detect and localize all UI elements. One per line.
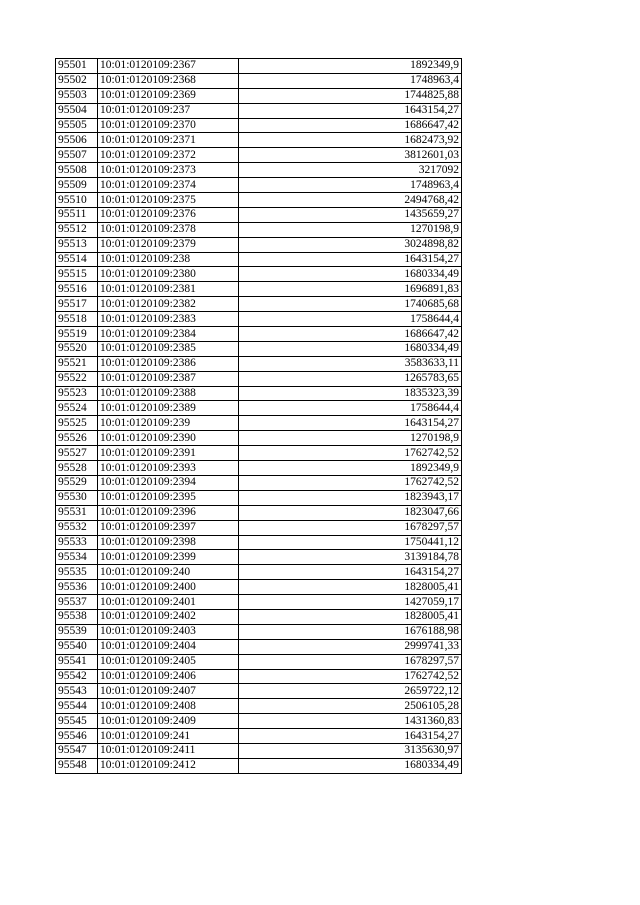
row-id-cell: 95540 — [56, 639, 98, 654]
cadastral-value-cell: 1643154,27 — [239, 416, 462, 431]
cadastral-number-cell: 10:01:0120109:2390 — [98, 431, 239, 446]
table-row — [56, 327, 462, 342]
cadastral-number-cell: 10:01:0120109:2406 — [98, 669, 239, 684]
table-row — [56, 475, 462, 490]
table-row — [56, 178, 462, 193]
cadastral-number-cell: 10:01:0120109:2374 — [98, 178, 239, 193]
row-id-cell: 95508 — [56, 163, 98, 178]
row-id-cell: 95521 — [56, 356, 98, 371]
table-row — [56, 654, 462, 669]
cadastral-value-cell: 1686647,42 — [239, 327, 462, 342]
table-row — [56, 401, 462, 416]
row-id-cell: 95523 — [56, 386, 98, 401]
row-id-cell: 95529 — [56, 475, 98, 490]
table-row — [56, 699, 462, 714]
table-row — [56, 312, 462, 327]
cadastral-number-cell: 10:01:0120109:2375 — [98, 193, 239, 208]
row-id-cell: 95516 — [56, 282, 98, 297]
row-id-cell: 95526 — [56, 431, 98, 446]
cadastral-value-cell: 1643154,27 — [239, 103, 462, 118]
cadastral-value-cell: 1270198,9 — [239, 431, 462, 446]
table-row — [56, 118, 462, 133]
cadastral-number-cell: 10:01:0120109:2371 — [98, 133, 239, 148]
row-id-cell: 95530 — [56, 490, 98, 505]
cadastral-number-cell: 10:01:0120109:2398 — [98, 535, 239, 550]
cadastral-number-cell: 10:01:0120109:2412 — [98, 758, 239, 773]
cadastral-value-cell: 3024898,82 — [239, 237, 462, 252]
cadastral-value-cell: 1643154,27 — [239, 565, 462, 580]
row-id-cell: 95512 — [56, 222, 98, 237]
cadastral-value-cell: 2659722,12 — [239, 684, 462, 699]
table-row — [56, 505, 462, 520]
row-id-cell: 95532 — [56, 520, 98, 535]
table-row — [56, 371, 462, 386]
row-id-cell: 95539 — [56, 624, 98, 639]
cadastral-value-cell: 1431360,83 — [239, 714, 462, 729]
cadastral-value-cell: 1643154,27 — [239, 729, 462, 744]
cadastral-value-cell: 2506105,28 — [239, 699, 462, 714]
row-id-cell: 95522 — [56, 371, 98, 386]
cadastral-value-cell: 1696891,83 — [239, 282, 462, 297]
cadastral-value-cell: 1750441,12 — [239, 535, 462, 550]
cadastral-number-cell: 10:01:0120109:2384 — [98, 327, 239, 342]
table-row — [56, 133, 462, 148]
cadastral-number-cell: 10:01:0120109:2382 — [98, 297, 239, 312]
cadastral-value-cell: 1762742,52 — [239, 446, 462, 461]
table-row — [56, 669, 462, 684]
row-id-cell: 95525 — [56, 416, 98, 431]
row-id-cell: 95538 — [56, 609, 98, 624]
cadastral-number-cell: 10:01:0120109:2391 — [98, 446, 239, 461]
row-id-cell: 95527 — [56, 446, 98, 461]
cadastral-value-cell: 1686647,42 — [239, 118, 462, 133]
table-row — [56, 267, 462, 282]
cadastral-number-cell: 10:01:0120109:241 — [98, 729, 239, 744]
cadastral-number-cell: 10:01:0120109:2378 — [98, 222, 239, 237]
table-row — [56, 88, 462, 103]
row-id-cell: 95533 — [56, 535, 98, 550]
row-id-cell: 95524 — [56, 401, 98, 416]
row-id-cell: 95506 — [56, 133, 98, 148]
row-id-cell: 95515 — [56, 267, 98, 282]
cadastral-value-cell: 3139184,78 — [239, 550, 462, 565]
cadastral-value-cell: 1892349,9 — [239, 461, 462, 476]
table-row — [56, 341, 462, 356]
cadastral-number-cell: 10:01:0120109:2380 — [98, 267, 239, 282]
cadastral-value-cell: 1744825,88 — [239, 88, 462, 103]
row-id-cell: 95543 — [56, 684, 98, 699]
row-id-cell: 95535 — [56, 565, 98, 580]
row-id-cell: 95509 — [56, 178, 98, 193]
row-id-cell: 95544 — [56, 699, 98, 714]
cadastral-value-cell: 1835323,39 — [239, 386, 462, 401]
cadastral-value-cell: 1762742,52 — [239, 669, 462, 684]
cadastral-number-cell: 10:01:0120109:2404 — [98, 639, 239, 654]
table-row — [56, 431, 462, 446]
table-row — [56, 446, 462, 461]
cadastral-value-cell: 1678297,57 — [239, 520, 462, 535]
cadastral-value-cell: 1823943,17 — [239, 490, 462, 505]
cadastral-number-cell: 10:01:0120109:2389 — [98, 401, 239, 416]
row-id-cell: 95513 — [56, 237, 98, 252]
table-row — [56, 386, 462, 401]
cadastral-number-cell: 10:01:0120109:2373 — [98, 163, 239, 178]
row-id-cell: 95548 — [56, 758, 98, 773]
cadastral-value-cell: 1435659,27 — [239, 207, 462, 222]
row-id-cell: 95514 — [56, 252, 98, 267]
cadastral-number-cell: 10:01:0120109:2401 — [98, 595, 239, 610]
row-id-cell: 95507 — [56, 148, 98, 163]
cadastral-value-cell: 3583633,11 — [239, 356, 462, 371]
row-id-cell: 95504 — [56, 103, 98, 118]
cadastral-value-cell: 3217092 — [239, 163, 462, 178]
row-id-cell: 95517 — [56, 297, 98, 312]
row-id-cell: 95545 — [56, 714, 98, 729]
row-id-cell: 95502 — [56, 73, 98, 88]
table-row — [56, 490, 462, 505]
cadastral-value-cell: 1748963,4 — [239, 73, 462, 88]
table-row — [56, 207, 462, 222]
table-row — [56, 609, 462, 624]
cadastral-value-cell: 2494768,42 — [239, 193, 462, 208]
cadastral-value-cell: 1643154,27 — [239, 252, 462, 267]
cadastral-value-cell: 1748963,4 — [239, 178, 462, 193]
cadastral-value-cell: 1828005,41 — [239, 609, 462, 624]
cadastral-number-cell: 10:01:0120109:2394 — [98, 475, 239, 490]
table-row — [56, 73, 462, 88]
cadastral-number-cell: 10:01:0120109:2387 — [98, 371, 239, 386]
cadastral-number-cell: 10:01:0120109:2409 — [98, 714, 239, 729]
cadastral-number-cell: 10:01:0120109:2399 — [98, 550, 239, 565]
table-row — [56, 282, 462, 297]
cadastral-number-cell: 10:01:0120109:2396 — [98, 505, 239, 520]
table-row — [56, 624, 462, 639]
cadastral-value-cell: 1758644,4 — [239, 312, 462, 327]
table-row — [56, 356, 462, 371]
cadastral-value-cell: 1680334,49 — [239, 341, 462, 356]
cadastral-number-cell: 10:01:0120109:2407 — [98, 684, 239, 699]
row-id-cell: 95531 — [56, 505, 98, 520]
table-row — [56, 297, 462, 312]
cadastral-value-table — [55, 58, 462, 774]
table-row — [56, 595, 462, 610]
cadastral-value-cell: 1676188,98 — [239, 624, 462, 639]
row-id-cell: 95546 — [56, 729, 98, 744]
row-id-cell: 95536 — [56, 580, 98, 595]
table-row — [56, 461, 462, 476]
cadastral-number-cell: 10:01:0120109:2370 — [98, 118, 239, 133]
cadastral-number-cell: 10:01:0120109:2411 — [98, 743, 239, 758]
cadastral-number-cell: 10:01:0120109:2383 — [98, 312, 239, 327]
table-row — [56, 237, 462, 252]
cadastral-number-cell: 10:01:0120109:2402 — [98, 609, 239, 624]
cadastral-value-cell: 2999741,33 — [239, 639, 462, 654]
cadastral-number-cell: 10:01:0120109:2408 — [98, 699, 239, 714]
cadastral-number-cell: 10:01:0120109:2395 — [98, 490, 239, 505]
cadastral-value-cell: 1682473,92 — [239, 133, 462, 148]
cadastral-number-cell: 10:01:0120109:2368 — [98, 73, 239, 88]
row-id-cell: 95547 — [56, 743, 98, 758]
table-row — [56, 550, 462, 565]
row-id-cell: 95518 — [56, 312, 98, 327]
table-row — [56, 103, 462, 118]
cadastral-value-cell: 1678297,57 — [239, 654, 462, 669]
cadastral-value-cell: 1823047,66 — [239, 505, 462, 520]
table-row — [56, 535, 462, 550]
cadastral-number-cell: 10:01:0120109:237 — [98, 103, 239, 118]
cadastral-number-cell: 10:01:0120109:2367 — [98, 59, 239, 74]
cadastral-value-cell: 3812601,03 — [239, 148, 462, 163]
cadastral-value-cell: 1740685,68 — [239, 297, 462, 312]
cadastral-number-cell: 10:01:0120109:2376 — [98, 207, 239, 222]
row-id-cell: 95520 — [56, 341, 98, 356]
table-row — [56, 416, 462, 431]
row-id-cell: 95511 — [56, 207, 98, 222]
table-body — [56, 59, 462, 774]
cadastral-number-cell: 10:01:0120109:2381 — [98, 282, 239, 297]
table-row — [56, 565, 462, 580]
cadastral-number-cell: 10:01:0120109:2403 — [98, 624, 239, 639]
row-id-cell: 95519 — [56, 327, 98, 342]
table-row — [56, 252, 462, 267]
table-row — [56, 758, 462, 773]
table-row — [56, 684, 462, 699]
cadastral-number-cell: 10:01:0120109:2372 — [98, 148, 239, 163]
row-id-cell: 95510 — [56, 193, 98, 208]
cadastral-number-cell: 10:01:0120109:238 — [98, 252, 239, 267]
cadastral-number-cell: 10:01:0120109:2369 — [98, 88, 239, 103]
table-row — [56, 222, 462, 237]
cadastral-number-cell: 10:01:0120109:2385 — [98, 341, 239, 356]
cadastral-value-cell: 1762742,52 — [239, 475, 462, 490]
row-id-cell: 95534 — [56, 550, 98, 565]
cadastral-value-cell: 1427059,17 — [239, 595, 462, 610]
cadastral-number-cell: 10:01:0120109:2393 — [98, 461, 239, 476]
table-row — [56, 639, 462, 654]
row-id-cell: 95541 — [56, 654, 98, 669]
cadastral-value-cell: 1680334,49 — [239, 267, 462, 282]
cadastral-number-cell: 10:01:0120109:2405 — [98, 654, 239, 669]
cadastral-number-cell: 10:01:0120109:2400 — [98, 580, 239, 595]
row-id-cell: 95505 — [56, 118, 98, 133]
row-id-cell: 95537 — [56, 595, 98, 610]
table-row — [56, 148, 462, 163]
cadastral-number-cell: 10:01:0120109:2388 — [98, 386, 239, 401]
cadastral-number-cell: 10:01:0120109:2386 — [98, 356, 239, 371]
cadastral-value-cell: 1270198,9 — [239, 222, 462, 237]
table-row — [56, 59, 462, 74]
cadastral-value-cell: 1758644,4 — [239, 401, 462, 416]
cadastral-number-cell: 10:01:0120109:240 — [98, 565, 239, 580]
table-row — [56, 163, 462, 178]
cadastral-value-cell: 1828005,41 — [239, 580, 462, 595]
table-row — [56, 520, 462, 535]
table-row — [56, 714, 462, 729]
row-id-cell: 95501 — [56, 59, 98, 74]
cadastral-number-cell: 10:01:0120109:2397 — [98, 520, 239, 535]
cadastral-value-cell: 1265783,65 — [239, 371, 462, 386]
table-row — [56, 743, 462, 758]
cadastral-value-cell: 3135630,97 — [239, 743, 462, 758]
cadastral-value-cell: 1892349,9 — [239, 59, 462, 74]
cadastral-value-cell: 1680334,49 — [239, 758, 462, 773]
cadastral-number-cell: 10:01:0120109:239 — [98, 416, 239, 431]
table-row — [56, 580, 462, 595]
table-row — [56, 729, 462, 744]
row-id-cell: 95503 — [56, 88, 98, 103]
cadastral-number-cell: 10:01:0120109:2379 — [98, 237, 239, 252]
table-row — [56, 193, 462, 208]
row-id-cell: 95528 — [56, 461, 98, 476]
row-id-cell: 95542 — [56, 669, 98, 684]
